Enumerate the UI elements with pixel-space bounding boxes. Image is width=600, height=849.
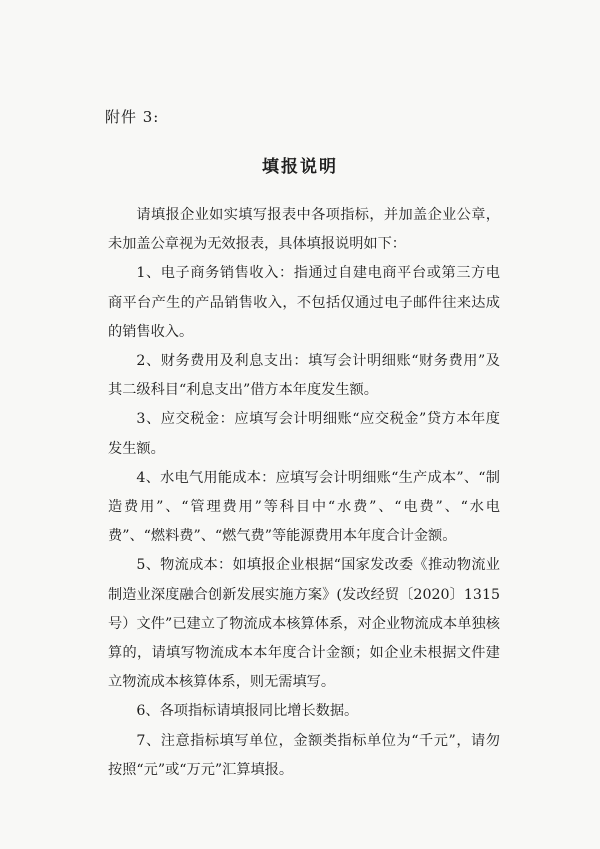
item-paragraph: 4、水电气用能成本：应填写会计明细账“生产成本”、“制造费用”、“管理费用”等科目中“水费”、“电费”、“水电费”、“燃料费”、“燃气费”等能源费用本年度合计金额。 bbox=[108, 469, 500, 545]
attachment-label: 附件 3: bbox=[105, 108, 160, 126]
item-paragraph: 1、电子商务销售收入：指通过自建电商平台或第三方电商平台产生的产品销售收入，不包括仅通过电子邮件往来达成的销售收入。 bbox=[108, 265, 500, 340]
document-title: 填报说明 bbox=[262, 157, 338, 177]
document-body bbox=[108, 201, 500, 785]
item-paragraph: 2、财务费用及利息支出：填写会计明细账“财务费用”及其二级科目“利息支出”借方本年度发生额。 bbox=[108, 353, 500, 399]
item-paragraph: 6、各项指标请填报同比增长数据。 bbox=[136, 703, 359, 720]
item-paragraph: 3、应交税金：应填写会计明细账“应交税金”贷方本年度发生额。 bbox=[108, 411, 500, 457]
item-paragraph: 7、注意指标填写单位，金额类指标单位为“千元”，请勿按照“元”或“万元”汇算填报。 bbox=[108, 732, 500, 778]
intro-paragraph: 请填报企业如实填写报表中各项指标，并加盖企业公章，未加盖公章视为无效报表，具体填报说明如下： bbox=[108, 207, 500, 253]
item-paragraph: 5、物流成本：如填报企业根据“国家发改委《推动物流业制造业深度融合创新发展实施方案》(发改经贸〔2020〕1315号）文件”已建立了物流成本核算体系，对企业物流成本单独核算的，请填写物流成本本年度合计金额；如企业未根据文件建立物流成本核算体系，则无需填写。 bbox=[108, 557, 500, 691]
